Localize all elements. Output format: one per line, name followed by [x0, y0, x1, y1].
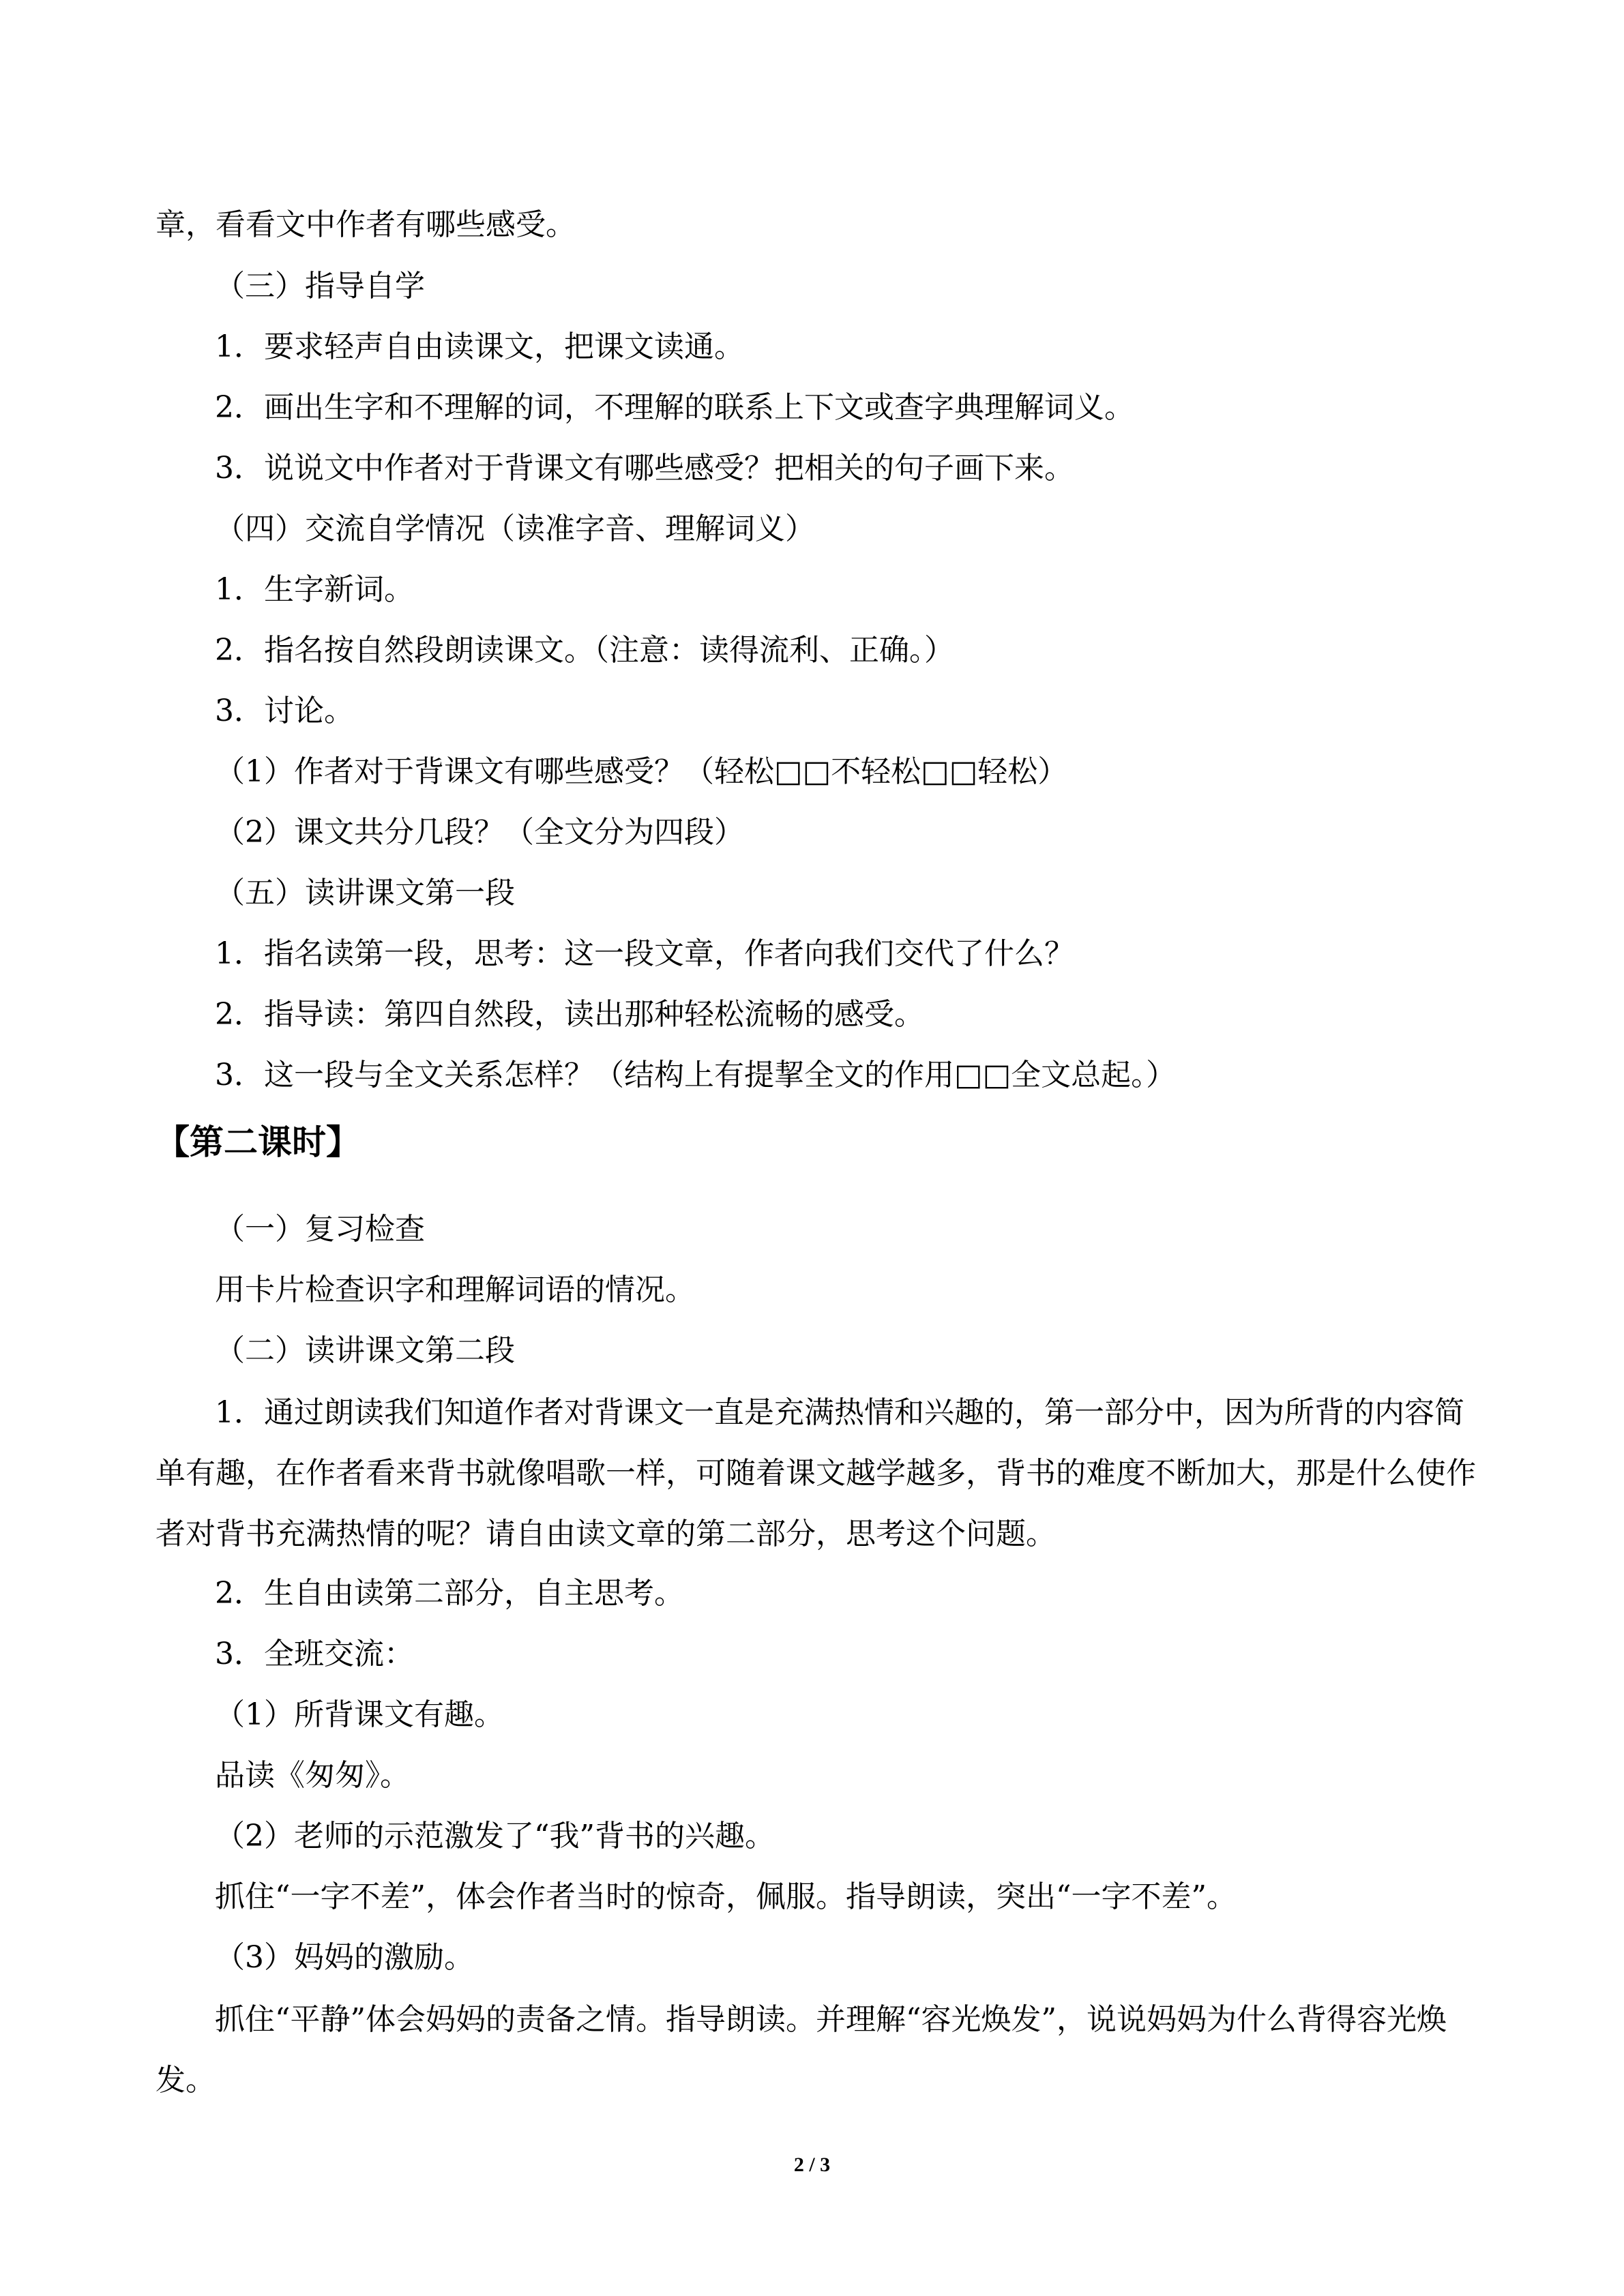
- list-item: 3．说说文中作者对于背课文有哪些感受？把相关的句子画下来。: [215, 451, 1074, 486]
- text-line: 用卡片检查识字和理解词语的情况。: [215, 1272, 695, 1307]
- sub-item: （3）妈妈的激励。: [215, 1940, 474, 1975]
- list-item: 2．生自由读第二部分，自主思考。: [215, 1576, 684, 1611]
- section-heading: （三）指导自学: [215, 269, 425, 303]
- paragraph: 1．通过朗读我们知道作者对背课文一直是充满热情和兴趣的，第一部分中，因为所背的内容简单有趣，在作者看来背书就像唱歌一样，可随着课文越学越多，背书的难度不断加大，那是什么使作者对背书充满热情的呢？请自由读文章的第二部分，思考这个问题。: [156, 1395, 1476, 1551]
- section-heading: （四）交流自学情况（读准字音、理解词义）: [215, 511, 815, 546]
- paragraph: 抓住“平静”体会妈妈的责备之情。指导朗读。并理解“容光焕发”，说说妈妈为什么背得容光焕发。: [156, 2002, 1447, 2098]
- sub-item: （1）所背课文有趣。: [215, 1697, 504, 1732]
- list-item: 3．全班交流：: [215, 1637, 414, 1671]
- list-item: 2．指导读：第四自然段，读出那种轻松流畅的感受。: [215, 997, 924, 1032]
- list-item: 1．指名读第一段，思考：这一段文章，作者向我们交代了什么？: [215, 936, 1074, 971]
- list-item: 2．指名按自然段朗读课文。（注意：读得流利、正确。）: [215, 633, 954, 668]
- list-item: 3．讨论。: [215, 694, 354, 728]
- sub-item: （1）作者对于背课文有哪些感受？（轻松□□不轻松□□轻松）: [215, 754, 1068, 789]
- sub-item: （2）老师的示范激发了“我”背书的兴趣。: [215, 1819, 775, 1853]
- text-line: 抓住“一字不差”，体会作者当时的惊奇，佩服。指导朗读，突出“一字不差”。: [215, 1879, 1237, 1914]
- list-item: 2．画出生字和不理解的词，不理解的联系上下文或查字典理解词义。: [215, 390, 1134, 425]
- section-heading: （一）复习检查: [215, 1212, 425, 1247]
- text-line: 品读《匆匆》。: [215, 1758, 410, 1793]
- list-item: 1．生字新词。: [215, 572, 414, 607]
- lesson-heading: 【第二课时】: [156, 1122, 360, 1162]
- text-line: 章，看看文中作者有哪些感受。: [156, 207, 576, 242]
- list-item: 3．这一段与全文关系怎样？（结构上有提挈全文的作用□□全文总起。）: [215, 1058, 1177, 1092]
- page-number: 2 / 3: [793, 2153, 831, 2176]
- section-heading: （五）读讲课文第一段: [215, 876, 515, 910]
- sub-item: （2）课文共分几段？（全文分为四段）: [215, 815, 744, 850]
- section-heading: （二）读讲课文第二段: [215, 1333, 515, 1368]
- list-item: 1．要求轻声自由读课文，把课文读通。: [215, 329, 744, 364]
